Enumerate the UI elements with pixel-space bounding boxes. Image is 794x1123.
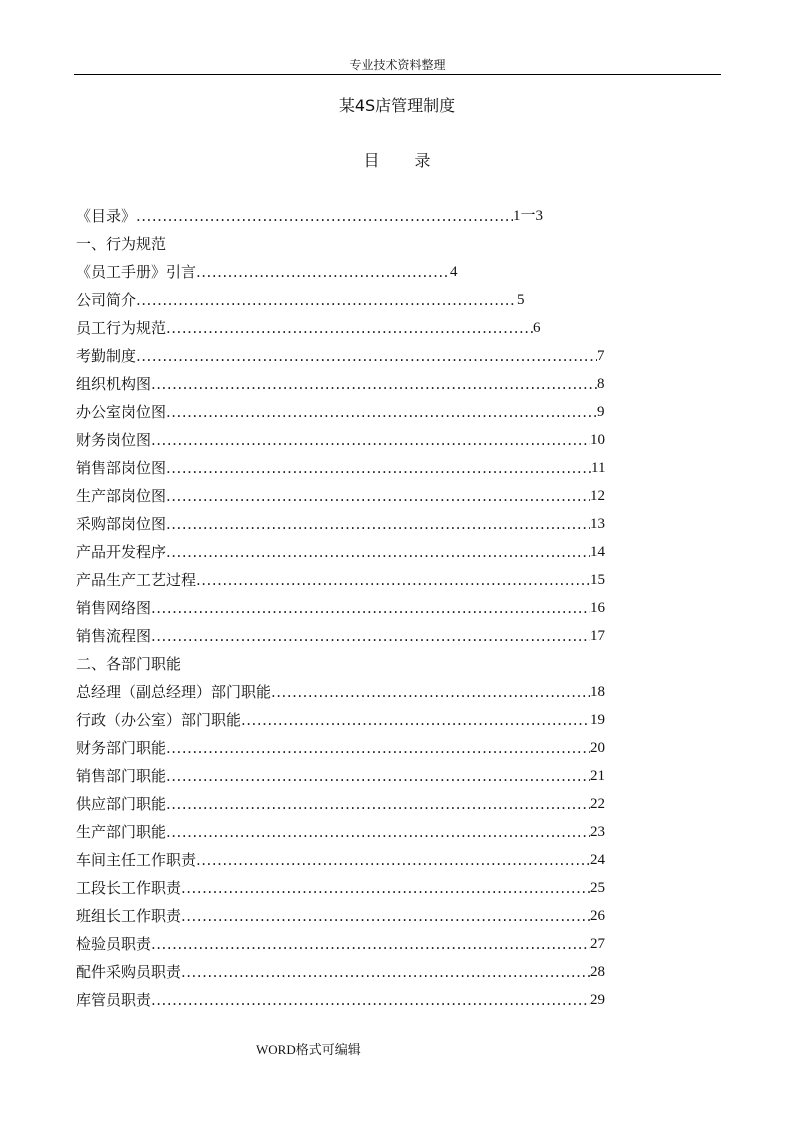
toc-entry <box>76 394 616 422</box>
toc-entry <box>76 198 616 226</box>
toc-section-heading <box>76 646 616 674</box>
toc-entry <box>76 982 616 1010</box>
toc-page-number: 1一3 <box>513 208 544 224</box>
toc-dot-leader <box>166 402 597 422</box>
toc-entry-label: 销售部门职能 <box>76 767 167 785</box>
toc-entry-label: 组织机构图 <box>76 375 152 393</box>
toc-page-number: 23 <box>590 824 606 840</box>
toc-entry-label: 检验员职责 <box>76 935 152 953</box>
toc-page-number: 13 <box>590 516 606 532</box>
toc-entry-label: 产品生产工艺过程 <box>76 571 197 589</box>
toc-page-number: 18 <box>590 684 606 700</box>
toc-page-number: 16 <box>590 600 606 616</box>
toc-page-number: 9 <box>597 404 605 420</box>
toc-dot-leader <box>166 794 590 814</box>
toc-page-number: 26 <box>590 908 606 924</box>
toc-entry <box>76 870 616 898</box>
toc-heading: 目 录 <box>363 151 431 170</box>
toc-entry-label: 供应部门职能 <box>76 795 167 813</box>
toc-page-number: 22 <box>590 796 606 812</box>
toc-page-number: 14 <box>590 544 606 560</box>
toc-entry <box>76 618 616 646</box>
header-divider <box>74 74 721 75</box>
toc-page-number: 10 <box>590 432 606 448</box>
toc-entry <box>76 422 616 450</box>
toc-entry <box>76 702 616 730</box>
toc-entry <box>76 842 616 870</box>
toc-page-number: 4 <box>450 264 458 280</box>
toc-dot-leader <box>151 598 590 618</box>
toc-entry-label: 班组长工作职责 <box>76 907 182 925</box>
toc-entry-label: 二、各部门职能 <box>76 655 182 673</box>
toc-section-heading <box>76 226 616 254</box>
toc-dot-leader <box>166 822 590 842</box>
toc-entry-label: 车间主任工作职责 <box>76 851 197 869</box>
toc-entry-label: 生产部门职能 <box>76 823 167 841</box>
toc-dot-leader <box>151 990 590 1010</box>
toc-dot-leader <box>151 430 590 450</box>
toc-page-number: 17 <box>590 628 606 644</box>
table-of-contents <box>76 198 616 1010</box>
toc-entry-label: 工段长工作职责 <box>76 879 182 897</box>
toc-dot-leader <box>166 542 590 562</box>
toc-entry-label: 销售流程图 <box>76 627 152 645</box>
toc-entry-label: 《员工手册》引言 <box>76 263 197 281</box>
toc-entry <box>76 366 616 394</box>
toc-entry <box>76 282 616 310</box>
toc-page-number: 19 <box>590 712 606 728</box>
toc-entry-label: 库管员职责 <box>76 991 152 1009</box>
toc-page-number: 15 <box>590 572 606 588</box>
toc-entry <box>76 898 616 926</box>
toc-page-number: 24 <box>590 852 606 868</box>
toc-entry-label: 销售网络图 <box>76 599 152 617</box>
toc-entry-label: 考勤制度 <box>76 347 137 365</box>
toc-dot-leader <box>166 486 590 506</box>
toc-entry-label: 产品开发程序 <box>76 543 167 561</box>
page-header: 专业技术资料整理 <box>349 58 446 72</box>
toc-entry <box>76 590 616 618</box>
toc-page-number: 21 <box>590 768 606 784</box>
toc-entry <box>76 478 616 506</box>
toc-page-number: 25 <box>590 880 606 896</box>
toc-dot-leader <box>166 514 590 534</box>
toc-entry-label: 办公室岗位图 <box>76 403 167 421</box>
toc-entry-label: 一、行为规范 <box>76 235 167 253</box>
toc-dot-leader <box>151 374 597 394</box>
toc-dot-leader <box>181 878 590 898</box>
toc-page-number: 11 <box>591 460 606 476</box>
toc-entry-label: 销售部岗位图 <box>76 459 167 477</box>
toc-page-number: 12 <box>590 488 606 504</box>
toc-entry <box>76 450 616 478</box>
document-title: 某4S店管理制度 <box>338 96 456 115</box>
toc-entry-label: 公司简介 <box>76 291 137 309</box>
page-footer: WORD格式可编辑 <box>256 1042 361 1057</box>
toc-entry <box>76 758 616 786</box>
toc-dot-leader <box>136 206 513 226</box>
toc-dot-leader <box>151 626 590 646</box>
toc-entry <box>76 310 616 338</box>
toc-entry-label: 《目录》 <box>76 207 137 225</box>
toc-page-number: 6 <box>533 320 541 336</box>
toc-dot-leader <box>196 850 590 870</box>
toc-dot-leader <box>241 710 590 730</box>
toc-entry <box>76 674 616 702</box>
toc-entry-label: 配件采购员职责 <box>76 963 182 981</box>
toc-page-number: 8 <box>597 376 605 392</box>
toc-dot-leader <box>196 262 450 282</box>
toc-entry <box>76 926 616 954</box>
toc-entry-label: 生产部岗位图 <box>76 487 167 505</box>
toc-entry-label: 财务岗位图 <box>76 431 152 449</box>
toc-dot-leader <box>196 570 590 590</box>
toc-entry <box>76 562 616 590</box>
toc-entry-label: 财务部门职能 <box>76 739 167 757</box>
toc-dot-leader <box>136 290 517 310</box>
toc-entry <box>76 814 616 842</box>
toc-entry <box>76 506 616 534</box>
toc-dot-leader <box>166 766 590 786</box>
toc-entry <box>76 338 616 366</box>
toc-dot-leader <box>151 934 590 954</box>
toc-entry <box>76 730 616 758</box>
toc-entry-label: 员工行为规范 <box>76 319 167 337</box>
toc-page-number: 29 <box>590 992 606 1008</box>
toc-dot-leader <box>136 346 597 366</box>
toc-dot-leader <box>166 318 533 338</box>
toc-entry-label: 总经理（副总经理）部门职能 <box>76 683 272 701</box>
toc-entry <box>76 254 616 282</box>
toc-dot-leader <box>271 682 590 702</box>
toc-dot-leader <box>166 738 590 758</box>
toc-entry <box>76 786 616 814</box>
toc-page-number: 5 <box>517 292 525 308</box>
toc-dot-leader <box>166 458 591 478</box>
toc-page-number: 27 <box>590 936 606 952</box>
toc-page-number: 7 <box>597 348 605 364</box>
toc-entry-label: 采购部岗位图 <box>76 515 167 533</box>
toc-dot-leader <box>181 906 590 926</box>
toc-page-number: 28 <box>590 964 606 980</box>
toc-page-number: 20 <box>590 740 606 756</box>
toc-entry <box>76 954 616 982</box>
toc-entry <box>76 534 616 562</box>
toc-entry-label: 行政（办公室）部门职能 <box>76 711 242 729</box>
toc-dot-leader <box>181 962 590 982</box>
